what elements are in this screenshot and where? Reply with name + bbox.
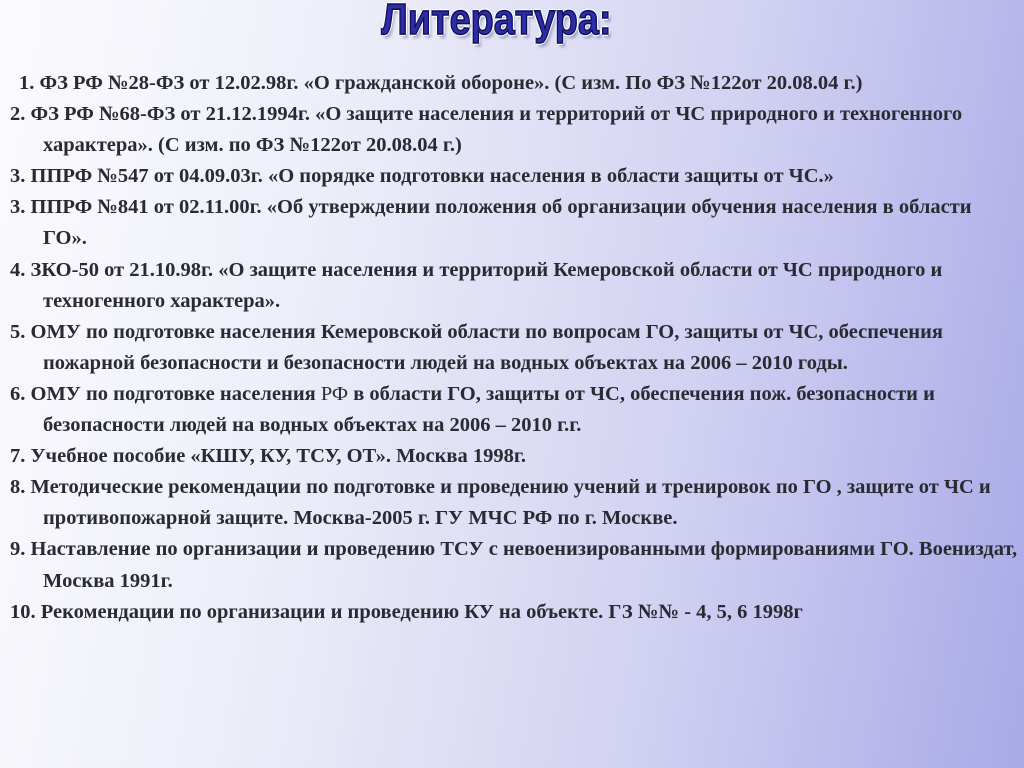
reference-item-6 <box>10 379 1018 441</box>
reference-item-6-part-2: в области ГО, защиты от ЧС, обеспечения пож. безопасности и безопасности людей на водных объектах на 2006 – 2010 г.г. <box>43 382 935 437</box>
reference-item-5: 5. ОМУ по подготовке населения Кемеровской области по вопросам ГО, защиты от ЧС, обеспечения пожарной безопасности и безопасности людей на водных объектах на 2006 – 2010 годы. <box>10 320 944 374</box>
reference-item-8: 8. Методические рекомендации по подготовке и проведению учений и тренировок по ГО , защите от ЧС и противопожарной защите. Москва-2005 г. ГУ МЧС РФ по г. Москве. <box>10 476 991 530</box>
reference-item-10: 10. Рекомендации по организации и проведению КУ на объекте. ГЗ №№ - 4, 5, 6 1998г <box>10 600 803 623</box>
reference-item-1: 1. ФЗ РФ №28-ФЗ от 12.02.98г. «О гражданской обороне». (С изм. По ФЗ №122от 20.08.04 г.) <box>19 72 863 94</box>
slide-title: Литература: <box>381 0 612 44</box>
reference-item-4: 4. ЗКО-50 от 21.10.98г. «О защите населения и территорий Кемеровской области от ЧС природного и техногенного характера». <box>10 258 943 312</box>
reference-item-7: 7. Учебное пособие «КШУ, КУ, ТСУ, ОТ». Москва 1998г. <box>10 445 526 468</box>
reference-list <box>10 68 1018 628</box>
reference-item-2: 2. ФЗ РФ №68-ФЗ от 21.12.1994г. «О защите населения и территорий от ЧС природного и техногенного характера». (С изм. по ФЗ №122от 20.08.04 г.) <box>10 103 963 157</box>
reference-item-3b: 3. ППРФ №841 от 02.11.00г. «Об утверждении положения об организации обучения населения в области ГО». <box>10 196 972 250</box>
reference-item-9: 9. Наставление по организации и проведению ТСУ с невоенизированными формированиями ГО. Воениздат, Москва 1991г. <box>10 538 1018 592</box>
reference-item-6-rf: РФ <box>320 382 349 405</box>
reference-item-3a: 3. ППРФ №547 от 04.09.03г. «О порядке подготовки населения в области защиты от ЧС.» <box>10 165 834 188</box>
reference-item-6-part-1: 6. ОМУ по подготовке населения <box>10 382 321 405</box>
